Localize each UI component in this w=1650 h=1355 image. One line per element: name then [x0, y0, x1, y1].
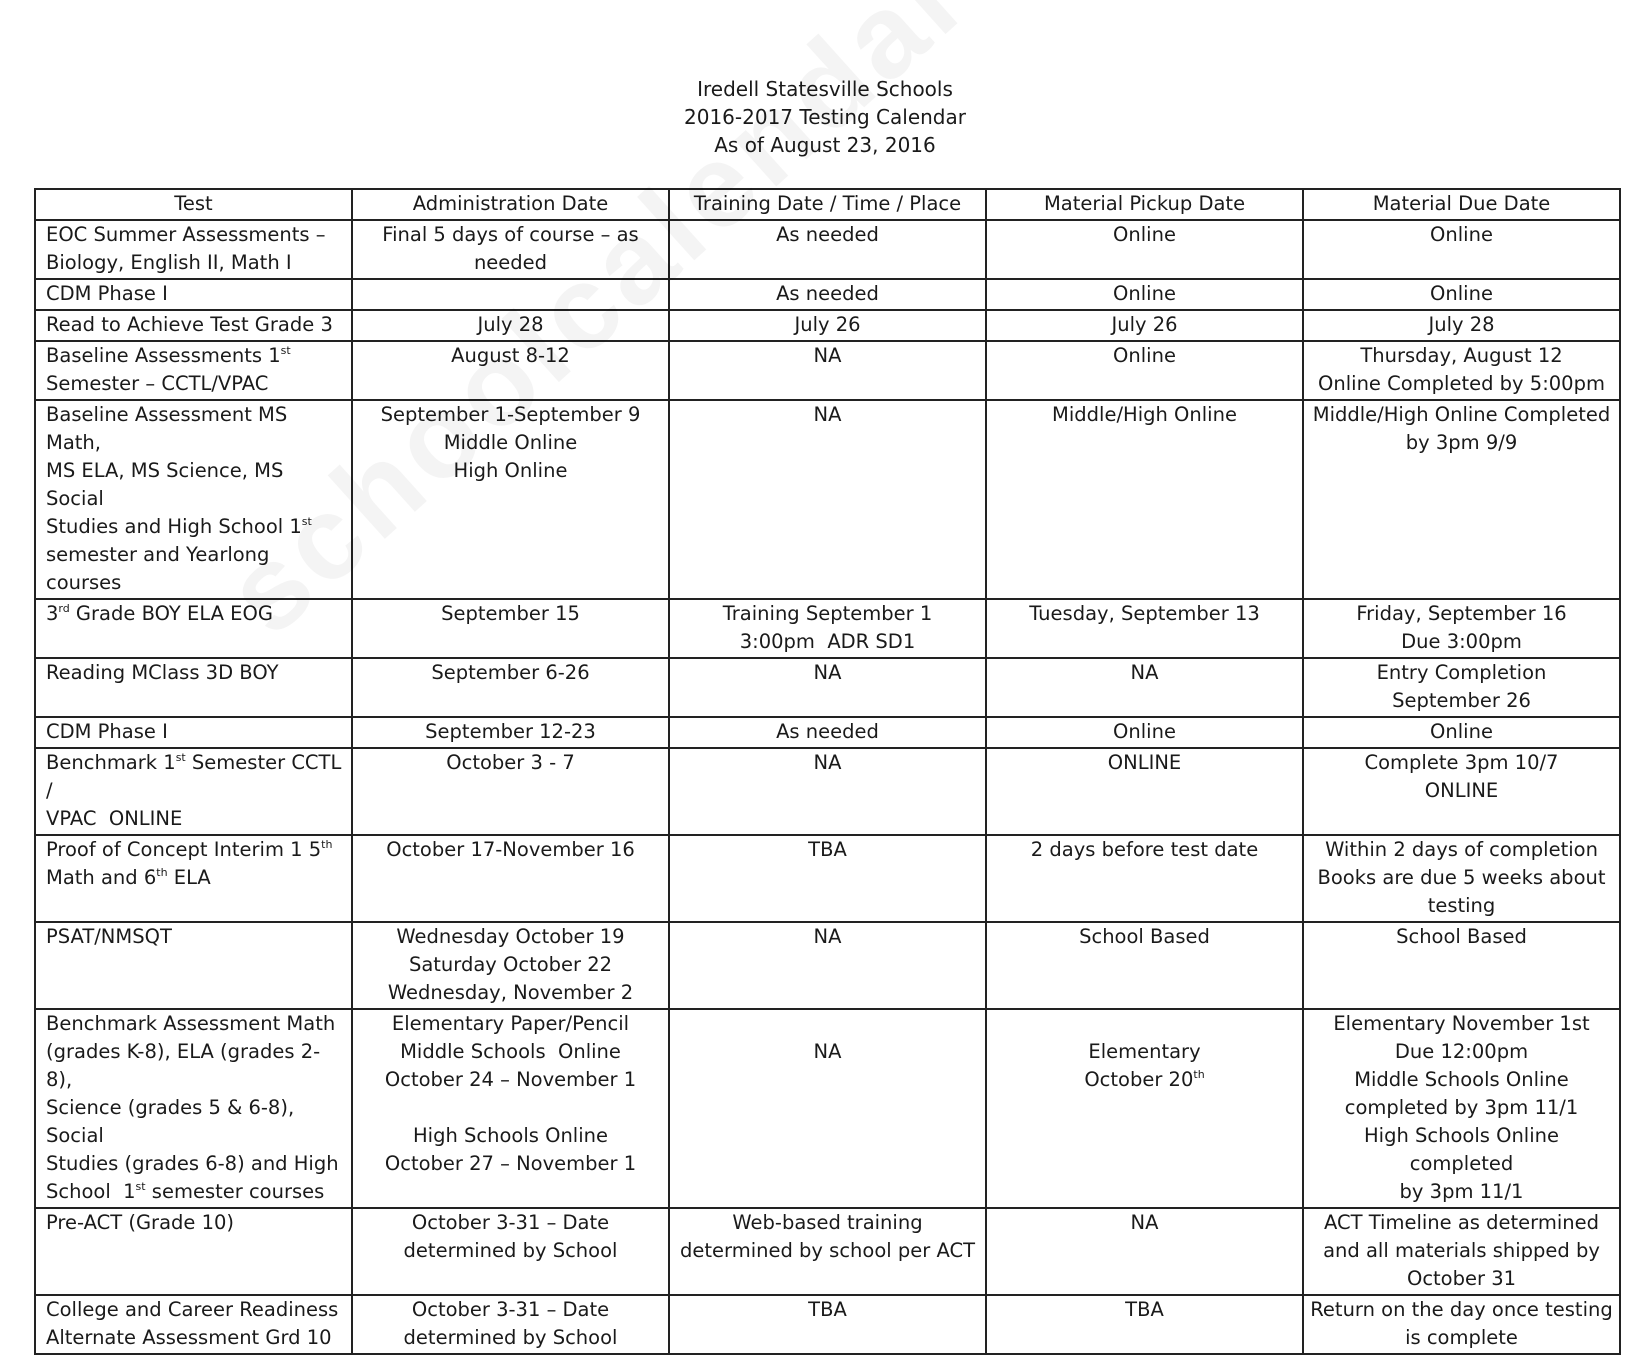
- material-pickup-cell: [986, 922, 1303, 1009]
- column-header: Administration Date: [352, 189, 669, 220]
- cell-text: CDM Phase I: [46, 282, 168, 305]
- cell-text: July 26: [794, 313, 861, 336]
- ordinal-suffix: th: [156, 865, 168, 879]
- cell-text: October 24 – November 1: [384, 1068, 637, 1091]
- revision-date: As of August 23, 2016: [714, 133, 936, 157]
- test-cell: [35, 599, 352, 658]
- cell-text: (grades K-8), ELA (grades 2-8),: [46, 1040, 321, 1091]
- cell-text: Middle Schools Online: [1354, 1068, 1569, 1091]
- table-row: [35, 310, 1620, 341]
- cell-text: College and Career Readiness: [46, 1298, 339, 1321]
- cell-text: Read to Achieve Test Grade 3: [46, 313, 333, 336]
- training-cell: [669, 1208, 986, 1295]
- ordinal-suffix: th: [1193, 1067, 1205, 1081]
- training-cell: [669, 341, 986, 400]
- training-cell: [669, 835, 986, 922]
- cell-text: Online: [1113, 282, 1176, 305]
- cell-text: Books are due 5 weeks about: [1317, 866, 1606, 889]
- ordinal-suffix: rd: [58, 601, 70, 615]
- cell-text: Return on the day once testing: [1310, 1298, 1613, 1321]
- test-cell: [35, 341, 352, 400]
- cell-text: Baseline Assessments 1st: [46, 343, 291, 367]
- cell-text: Online: [1430, 223, 1493, 246]
- cell-text: High Schools Online: [412, 1124, 608, 1147]
- cell-text: Elementary Paper/Pencil: [391, 1012, 630, 1035]
- ordinal-suffix: th: [321, 837, 333, 851]
- cell-text: High Online: [453, 459, 568, 482]
- material-pickup-cell: [986, 717, 1303, 748]
- cell-text: Saturday October 22: [408, 953, 613, 976]
- cell-text: TBA: [808, 1298, 847, 1321]
- cell-text: October 20th: [1084, 1067, 1205, 1091]
- administration-date-cell: [352, 1208, 669, 1295]
- table-row: [35, 400, 1620, 599]
- table-row: [35, 220, 1620, 279]
- test-cell: [35, 1208, 352, 1295]
- column-header: Training Date / Time / Place: [669, 189, 986, 220]
- administration-date-cell: [352, 717, 669, 748]
- table-row: [35, 748, 1620, 835]
- training-cell: [669, 1295, 986, 1354]
- cell-text: Reading MClass 3D BOY: [46, 661, 279, 684]
- test-cell: [35, 658, 352, 717]
- cell-text: Benchmark 1st Semester CCTL /: [46, 750, 348, 802]
- cell-text: July 26: [1111, 313, 1178, 336]
- cell-text: Studies and High School 1st: [46, 514, 312, 538]
- cell-text: PSAT/NMSQT: [46, 925, 172, 948]
- cell-text: Web-based training: [732, 1211, 923, 1234]
- cell-text: High Schools Online completed: [1363, 1124, 1566, 1175]
- table-row: [35, 599, 1620, 658]
- ordinal-suffix: st: [175, 750, 186, 764]
- table-row: [35, 1208, 1620, 1295]
- table-row: [35, 1295, 1620, 1354]
- cell-text: Due 3:00pm: [1401, 630, 1522, 653]
- ordinal-suffix: st: [135, 1179, 146, 1193]
- material-pickup-cell: [986, 400, 1303, 599]
- material-pickup-cell: [986, 310, 1303, 341]
- blank-line: [359, 1094, 662, 1122]
- test-cell: [35, 1295, 352, 1354]
- cell-text: EOC Summer Assessments –: [46, 223, 326, 246]
- cell-text: MS ELA, MS Science, MS Social: [46, 459, 290, 510]
- cell-text: Thursday, August 12: [1360, 344, 1563, 367]
- cell-text: needed: [473, 251, 548, 274]
- cell-text: September 1-September 9: [380, 403, 641, 426]
- cell-text: CDM Phase I: [46, 720, 168, 743]
- cell-text: School 1st semester courses: [46, 1179, 325, 1203]
- cell-text: School Based: [1079, 925, 1210, 948]
- cell-text: Middle/High Online Completed: [1312, 403, 1611, 426]
- training-cell: [669, 599, 986, 658]
- administration-date-cell: [352, 922, 669, 1009]
- blank-line: [676, 1010, 979, 1038]
- cell-text: October 3 - 7: [446, 751, 575, 774]
- material-due-cell: [1303, 310, 1620, 341]
- ordinal-suffix: st: [301, 514, 312, 528]
- training-cell: [669, 748, 986, 835]
- cell-text: NA: [813, 661, 842, 684]
- cell-text: School Based: [1396, 925, 1527, 948]
- cell-text: Online: [1113, 344, 1176, 367]
- material-due-cell: [1303, 220, 1620, 279]
- training-cell: [669, 658, 986, 717]
- cell-text: September 26: [1392, 689, 1531, 712]
- table-row: [35, 279, 1620, 310]
- training-cell: [669, 310, 986, 341]
- material-pickup-cell: [986, 1295, 1303, 1354]
- cell-text: ONLINE: [1107, 751, 1182, 774]
- column-header: Material Pickup Date: [986, 189, 1303, 220]
- cell-text: Online: [1430, 282, 1493, 305]
- cell-text: As needed: [776, 720, 879, 743]
- material-due-cell: [1303, 1009, 1620, 1208]
- material-due-cell: [1303, 717, 1620, 748]
- cell-text: Entry Completion: [1376, 661, 1547, 684]
- cell-text: NA: [813, 925, 842, 948]
- test-cell: [35, 1009, 352, 1208]
- document-heading: [0, 75, 1650, 159]
- cell-text: Online Completed by 5:00pm: [1318, 372, 1605, 395]
- cell-text: Pre-ACT (Grade 10): [46, 1211, 235, 1234]
- test-cell: [35, 400, 352, 599]
- cell-text: Studies (grades 6-8) and High: [46, 1152, 339, 1175]
- material-pickup-cell: [986, 1009, 1303, 1208]
- administration-date-cell: [352, 599, 669, 658]
- table-row: [35, 922, 1620, 1009]
- administration-date-cell: [352, 1009, 669, 1208]
- cell-text: TBA: [808, 838, 847, 861]
- table-row: [35, 1009, 1620, 1208]
- table-row: [35, 658, 1620, 717]
- material-due-cell: [1303, 1295, 1620, 1354]
- column-header: Material Due Date: [1303, 189, 1620, 220]
- test-cell: [35, 748, 352, 835]
- material-pickup-cell: [986, 748, 1303, 835]
- cell-text: October 27 – November 1: [384, 1152, 637, 1175]
- cell-text: Tuesday, September 13: [1029, 602, 1260, 625]
- cell-text: NA: [1130, 661, 1159, 684]
- cell-text: Semester – CCTL/VPAC: [46, 372, 269, 395]
- calendar-title: 2016-2017 Testing Calendar: [684, 105, 966, 129]
- cell-text: Due 12:00pm: [1394, 1040, 1529, 1063]
- administration-date-cell: [352, 341, 669, 400]
- cell-text: Online: [1430, 720, 1493, 743]
- cell-text: is complete: [1405, 1326, 1518, 1349]
- cell-text: Alternate Assessment Grd 10: [46, 1326, 332, 1349]
- cell-text: ACT Timeline as determined: [1324, 1211, 1599, 1234]
- administration-date-cell: [352, 310, 669, 341]
- cell-text: 3rd Grade BOY ELA EOG: [46, 601, 273, 625]
- material-due-cell: [1303, 835, 1620, 922]
- material-pickup-cell: [986, 279, 1303, 310]
- cell-text: Math and 6th ELA: [46, 865, 211, 889]
- training-cell: [669, 279, 986, 310]
- administration-date-cell: [352, 220, 669, 279]
- material-due-cell: [1303, 658, 1620, 717]
- cell-text: Proof of Concept Interim 1 5th: [46, 837, 333, 861]
- material-due-cell: [1303, 400, 1620, 599]
- cell-text: semester and Yearlong courses: [46, 543, 276, 594]
- cell-text: VPAC ONLINE: [46, 807, 183, 830]
- training-cell: [669, 220, 986, 279]
- material-pickup-cell: [986, 1208, 1303, 1295]
- cell-text: As needed: [776, 223, 879, 246]
- test-cell: [35, 310, 352, 341]
- material-pickup-cell: [986, 835, 1303, 922]
- cell-text: Final 5 days of course – as: [382, 223, 639, 246]
- training-cell: [669, 400, 986, 599]
- cell-text: 2 days before test date: [1030, 838, 1259, 861]
- cell-text: Science (grades 5 & 6-8), Social: [46, 1096, 301, 1147]
- cell-text: Wednesday, November 2: [387, 981, 634, 1004]
- training-cell: [669, 1009, 986, 1208]
- administration-date-cell: [352, 400, 669, 599]
- cell-text: NA: [813, 751, 842, 774]
- material-pickup-cell: [986, 599, 1303, 658]
- cell-text: October 17-November 16: [386, 838, 635, 861]
- testing-calendar-table: [34, 188, 1621, 1355]
- cell-text: Biology, English II, Math I: [46, 251, 292, 274]
- table-row: [35, 341, 1620, 400]
- cell-text: Training September 1: [722, 602, 933, 625]
- administration-date-cell: [352, 279, 669, 310]
- cell-text: determined by School: [403, 1326, 618, 1349]
- material-due-cell: [1303, 341, 1620, 400]
- material-pickup-cell: [986, 341, 1303, 400]
- cell-text: determined by School: [403, 1239, 618, 1262]
- cell-text: July 28: [1428, 313, 1495, 336]
- cell-text: NA: [1130, 1211, 1159, 1234]
- cell-text: Middle Online: [443, 431, 578, 454]
- cell-text: August 8-12: [451, 344, 570, 367]
- material-pickup-cell: [986, 658, 1303, 717]
- district-name: Iredell Statesville Schools: [697, 77, 953, 101]
- administration-date-cell: [352, 835, 669, 922]
- cell-text: testing: [1427, 894, 1496, 917]
- cell-text: Benchmark Assessment Math: [46, 1012, 336, 1035]
- cell-text: 3:00pm ADR SD1: [739, 630, 916, 653]
- table-header-row: [35, 189, 1620, 220]
- cell-text: Complete 3pm 10/7: [1364, 751, 1559, 774]
- cell-text: NA: [813, 403, 842, 426]
- cell-text: determined by school per ACT: [680, 1239, 975, 1262]
- administration-date-cell: [352, 1295, 669, 1354]
- administration-date-cell: [352, 748, 669, 835]
- cell-text: by 3pm 11/1: [1399, 1180, 1524, 1203]
- cell-text: NA: [813, 344, 842, 367]
- cell-text: September 12-23: [425, 720, 596, 743]
- administration-date-cell: [352, 658, 669, 717]
- material-due-cell: [1303, 748, 1620, 835]
- cell-text: by 3pm 9/9: [1405, 431, 1518, 454]
- cell-text: Elementary November 1st: [1333, 1012, 1590, 1035]
- material-due-cell: [1303, 599, 1620, 658]
- cell-text: TBA: [1125, 1298, 1164, 1321]
- cell-text: NA: [813, 1040, 842, 1063]
- cell-text: completed by 3pm 11/1: [1344, 1096, 1579, 1119]
- test-cell: [35, 279, 352, 310]
- cell-text: Elementary: [1088, 1040, 1201, 1063]
- table-row: [35, 835, 1620, 922]
- cell-text: September 15: [441, 602, 580, 625]
- test-cell: [35, 922, 352, 1009]
- table-row: [35, 717, 1620, 748]
- cell-text: October 3-31 – Date: [411, 1298, 610, 1321]
- cell-text: Online: [1113, 720, 1176, 743]
- training-cell: [669, 922, 986, 1009]
- ordinal-suffix: st: [280, 343, 291, 357]
- cell-text: Within 2 days of completion: [1325, 838, 1598, 861]
- cell-text: Online: [1113, 223, 1176, 246]
- blank-line: [993, 1010, 1296, 1038]
- material-due-cell: [1303, 922, 1620, 1009]
- cell-text: Wednesday October 19: [396, 925, 625, 948]
- material-pickup-cell: [986, 220, 1303, 279]
- training-cell: [669, 717, 986, 748]
- cell-text: Friday, September 16: [1356, 602, 1567, 625]
- material-due-cell: [1303, 1208, 1620, 1295]
- column-header: Test: [35, 189, 352, 220]
- cell-text: and all materials shipped by: [1323, 1239, 1600, 1262]
- cell-text: Middle Schools Online: [400, 1040, 621, 1063]
- test-cell: [35, 835, 352, 922]
- cell-text: Middle/High Online: [1052, 403, 1237, 426]
- test-cell: [35, 717, 352, 748]
- cell-text: October 31: [1406, 1267, 1517, 1290]
- cell-text: Baseline Assessment MS Math,: [46, 403, 294, 454]
- cell-text: ONLINE: [1424, 779, 1499, 802]
- cell-text: September 6-26: [431, 661, 590, 684]
- cell-text: July 28: [477, 313, 544, 336]
- table-body: [35, 220, 1620, 1354]
- cell-text: October 3-31 – Date: [411, 1211, 610, 1234]
- test-cell: [35, 220, 352, 279]
- cell-text: As needed: [776, 282, 879, 305]
- material-due-cell: [1303, 279, 1620, 310]
